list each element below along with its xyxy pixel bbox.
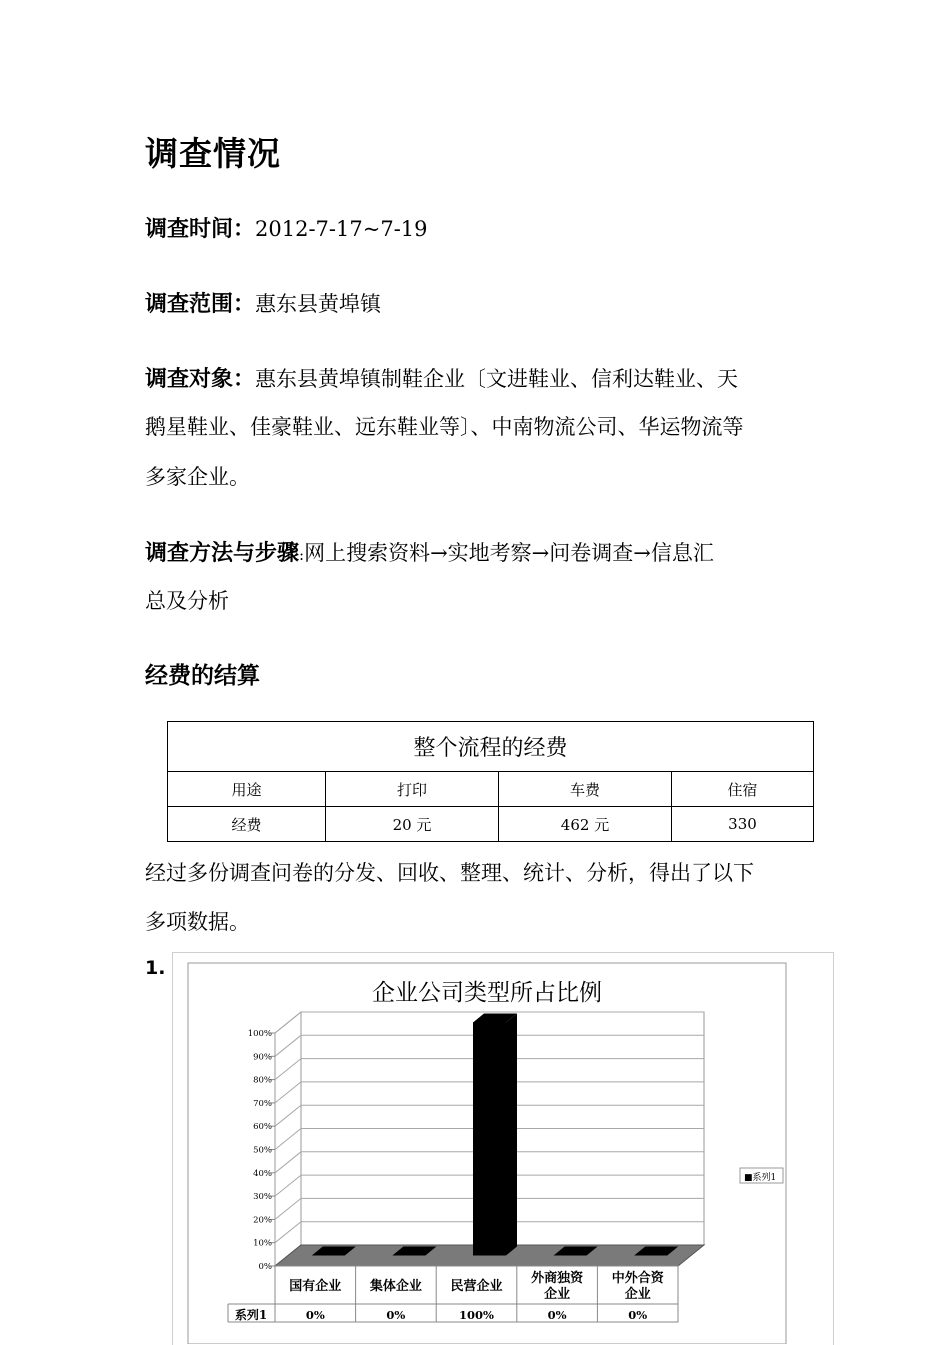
bar-side [506, 1014, 517, 1256]
data-label: 0% [386, 1308, 406, 1322]
survey-objects-line2: 鹅星鞋业、佳豪鞋业、远东鞋业等〕、中南物流公司、华运物流等 [145, 415, 744, 439]
y-tick-label: 100% [247, 1029, 272, 1039]
y-tick-label: 0% [258, 1262, 272, 1272]
survey-objects-line3: 多家企业。 [145, 465, 250, 489]
table-cell: 330 [672, 807, 814, 842]
table-cell: 462 元 [499, 807, 672, 842]
series-row-label: 系列1 [234, 1308, 268, 1322]
x-category-label: 企业 [624, 1287, 651, 1302]
cost-heading: 经费的结算 [145, 663, 260, 689]
table-header-cell: 用途 [168, 772, 326, 807]
table-header-cell: 车费 [499, 772, 672, 807]
survey-objects-line1: 惠东县黄埠镇制鞋企业〔文进鞋业、信利达鞋业、天 [255, 367, 739, 391]
y-tick-label: 90% [253, 1052, 272, 1063]
survey-objects-label: 调查对象： [145, 367, 256, 392]
y-tick-label: 30% [253, 1192, 272, 1203]
survey-time-label: 调查时间： [145, 217, 256, 242]
page-title: 调查情况 [145, 134, 281, 173]
chart-title: 企业公司类型所占比例 [372, 980, 602, 1006]
y-tick-label: 70% [253, 1098, 272, 1109]
survey-method-line2: 总及分析 [145, 589, 229, 613]
x-category-label: 民营企业 [450, 1279, 503, 1294]
y-tick-label: 40% [253, 1168, 272, 1179]
table-cell: 20 元 [326, 807, 499, 842]
y-tick-label: 80% [253, 1075, 272, 1086]
survey-scope-value: 惠东县黄埠镇 [255, 292, 382, 316]
y-tick-label: 50% [253, 1145, 272, 1156]
survey-method-label: 调查方法与步骤 [145, 541, 300, 566]
x-category-label: 国有企业 [289, 1279, 342, 1294]
data-label: 0% [305, 1308, 325, 1322]
item-number: 1. [145, 957, 166, 979]
y-tick-label: 20% [253, 1215, 272, 1226]
table-header-cell: 住宿 [672, 772, 814, 807]
x-category-label: 集体企业 [369, 1279, 422, 1294]
survey-method-line1: 网上搜索资料→实地考察→问卷调查→信息汇 [304, 541, 714, 565]
legend-entry: ■系列1 [744, 1173, 777, 1183]
x-category-label: 中外合资 [611, 1271, 664, 1286]
data-label: 100% [459, 1308, 494, 1322]
table-cell: 经费 [168, 807, 326, 842]
summary-line2: 多项数据。 [145, 910, 250, 934]
survey-method-colon: : [299, 546, 305, 564]
data-label: 0% [547, 1308, 567, 1322]
x-category-label: 外商独资 [531, 1271, 584, 1286]
table-header-cell: 打印 [326, 772, 499, 807]
survey-time-value: 2012-7-17~7-19 [255, 217, 428, 241]
survey-scope-label: 调查范围： [145, 292, 256, 317]
x-category-label: 企业 [544, 1287, 571, 1302]
bar-front [473, 1023, 506, 1256]
data-label: 0% [628, 1308, 648, 1322]
cost-table-caption: 整个流程的经费 [168, 722, 814, 772]
y-tick-label: 10% [253, 1238, 272, 1249]
summary-line1: 经过多份调查问卷的分发、回收、整理、统计、分析，得出了以下 [145, 861, 754, 885]
y-tick-label: 60% [253, 1122, 272, 1133]
